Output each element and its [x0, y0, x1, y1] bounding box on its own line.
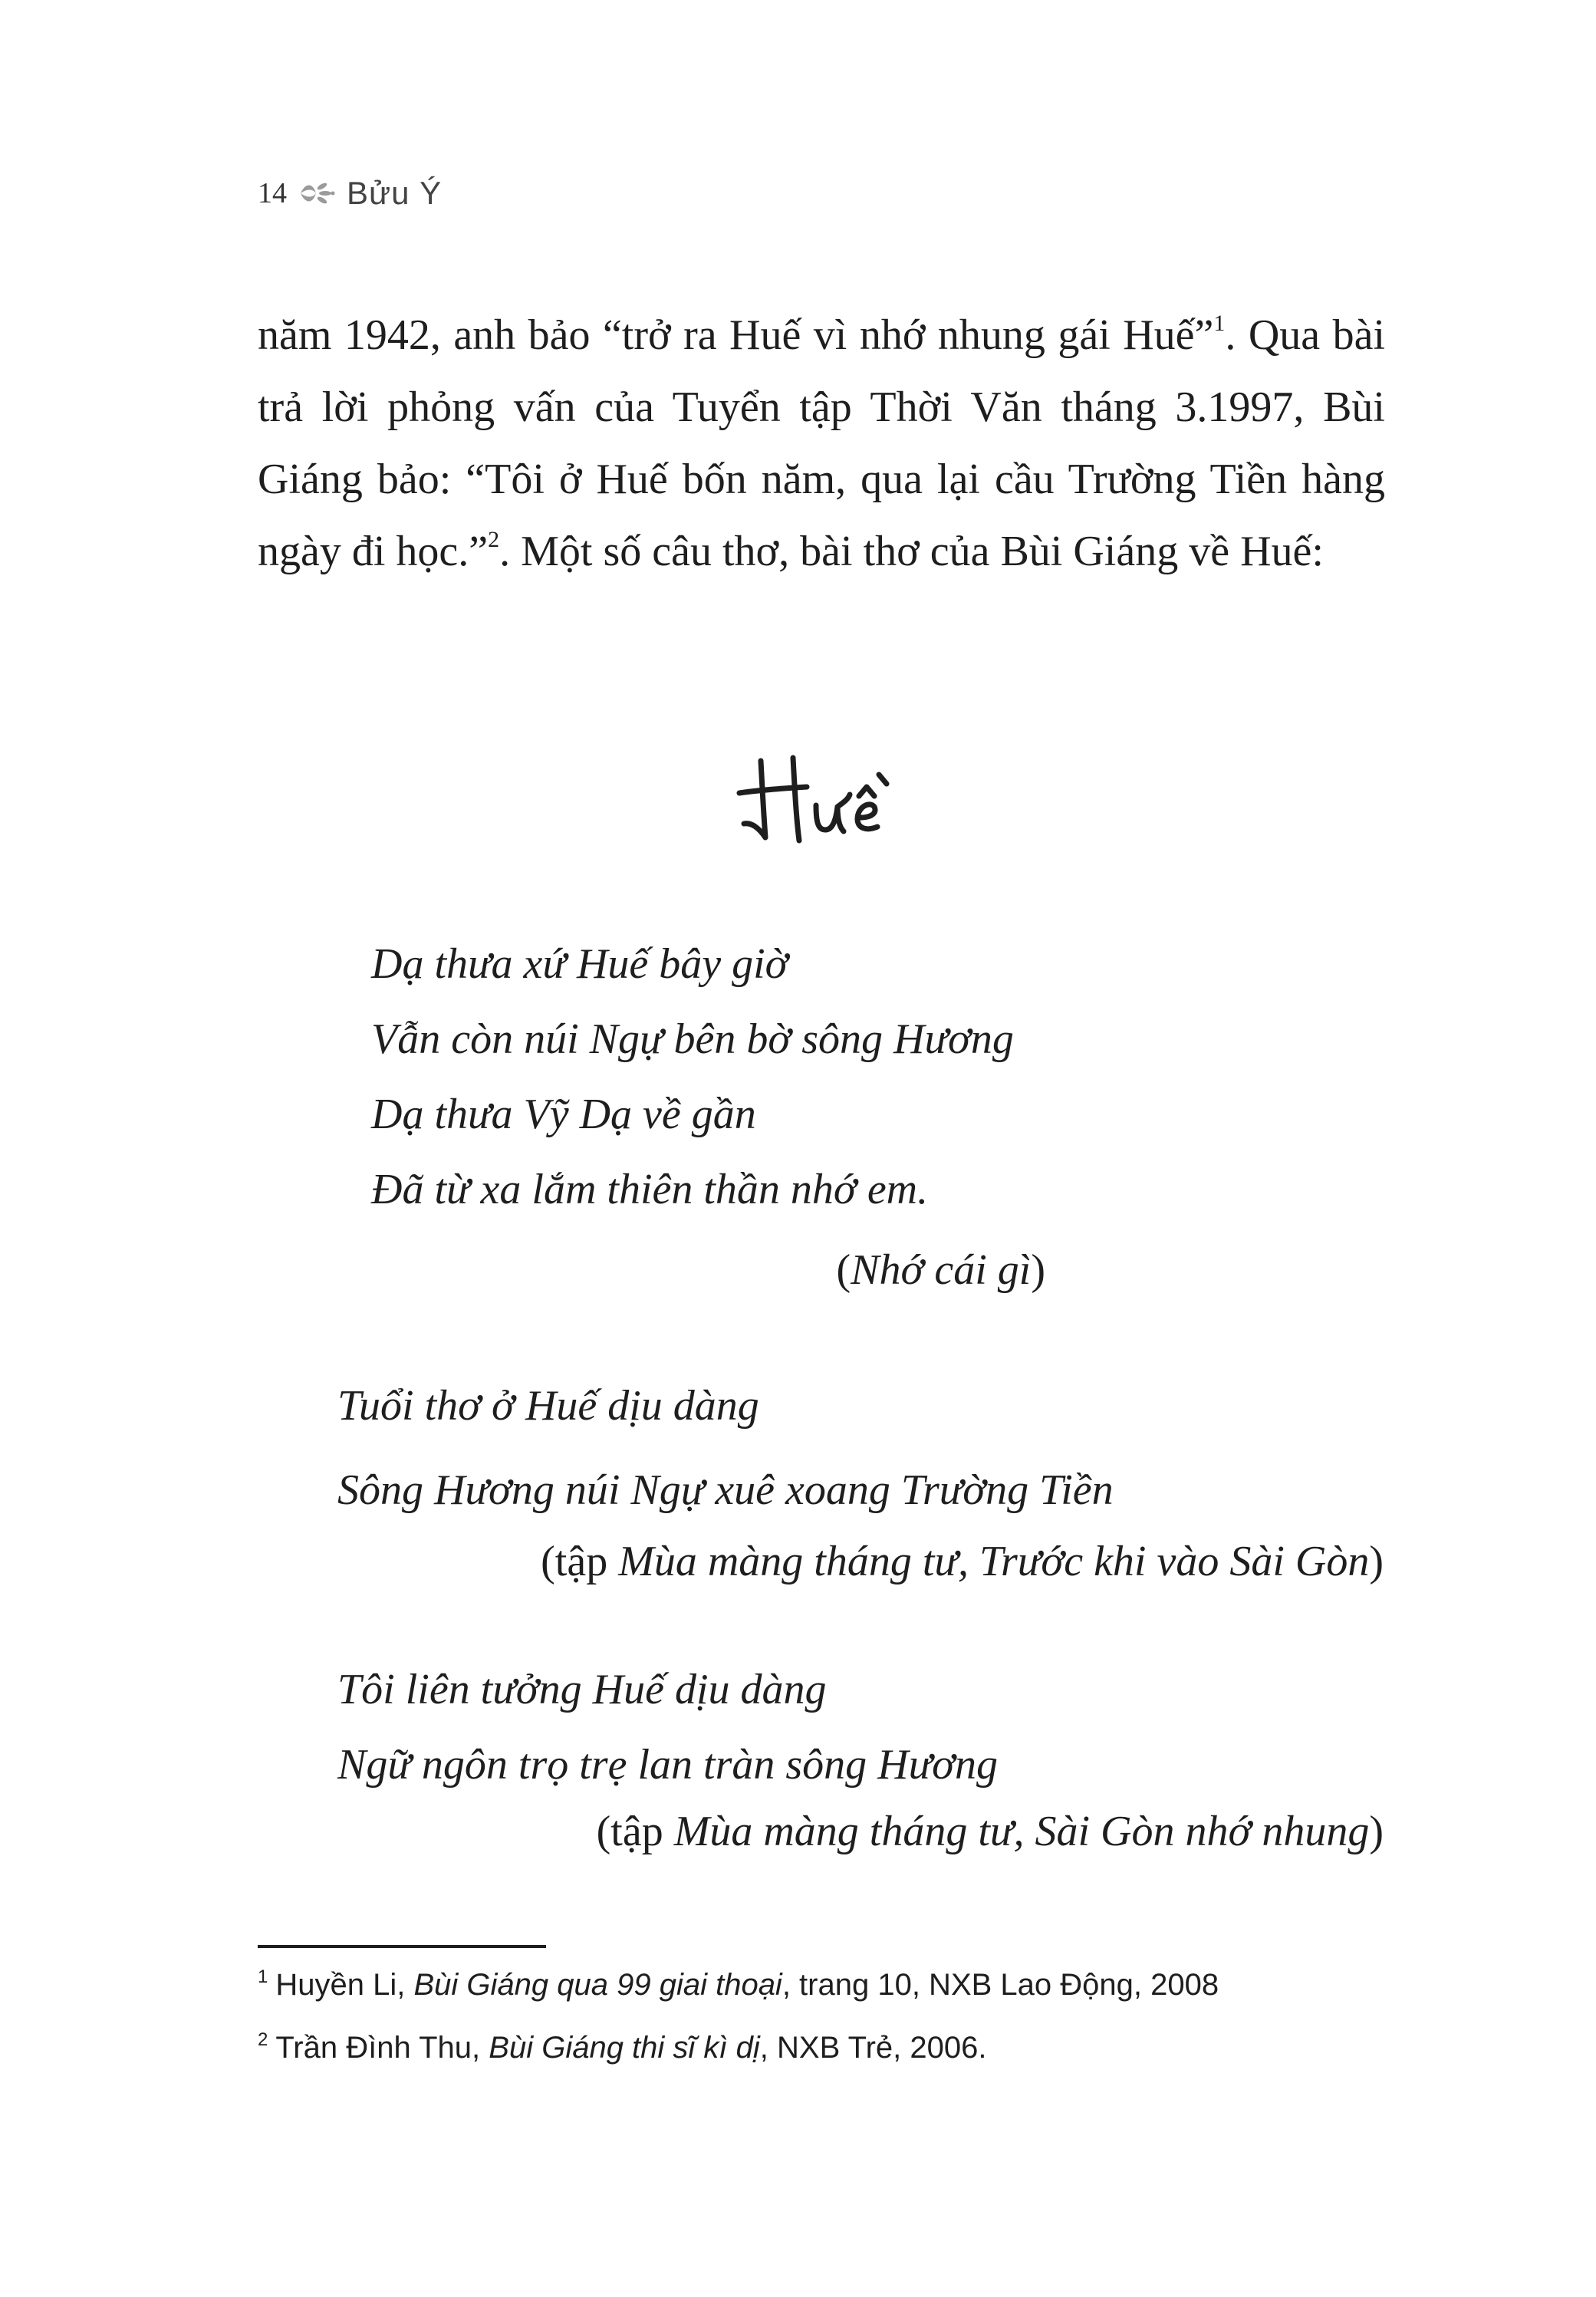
- book-author: Bửu Ý: [347, 175, 443, 211]
- poem-stanza: [337, 1364, 1114, 1532]
- poem-line: Vẫn còn núi Ngự bên bờ sông Hương: [371, 1015, 1014, 1063]
- poem-source: [597, 1807, 1384, 1856]
- footnote-number: 1: [258, 1966, 268, 1987]
- paragraph-text: . Một số câu thơ, bài thơ của Bùi Giáng về Huế:: [499, 528, 1324, 575]
- source-suffix: ): [1369, 1808, 1384, 1855]
- page-number: 14: [258, 177, 287, 209]
- footnote: [258, 1968, 1219, 2002]
- source-prefix: (tập: [596, 1808, 674, 1855]
- poem-line: Tôi liên tưởng Huế dịu dàng: [337, 1666, 827, 1713]
- footnote-author: Huyền Li,: [275, 1968, 414, 2002]
- handwritten-title-hue: [736, 744, 913, 851]
- poem-source: [541, 1537, 1384, 1586]
- source-title: Nhớ cái gì: [851, 1246, 1032, 1294]
- footnote-title: Bùi Giáng qua 99 giai thoại: [413, 1968, 782, 2002]
- flourish-icon: [298, 178, 337, 209]
- poem-line: Dạ thưa Vỹ Dạ về gần: [371, 1091, 756, 1138]
- footnote: [258, 2031, 986, 2065]
- poem-line: Tuổi thơ ở Huế dịu dàng: [337, 1382, 759, 1430]
- poem-line: Dạ thưa xứ Huế bây giờ: [371, 940, 788, 988]
- paragraph-text: . Qua bài trả lời phỏng vấn của Tuyển tập Thời Văn tháng 3.1997, Bùi Giáng bảo: “Tôi ở Huế bốn năm, qua lại cầu Trường Tiền hàng ngày đi học.”: [258, 311, 1385, 575]
- poem-source: [836, 1246, 1045, 1295]
- poem-stanza: [337, 1652, 998, 1802]
- footnote-ref[interactable]: 1: [1213, 311, 1226, 336]
- source-prefix: (tập: [541, 1538, 619, 1585]
- paragraph-text: năm 1942, anh bảo “trở ra Huế vì nhớ nhung gái Huế”: [258, 311, 1214, 359]
- poem-line: Sông Hương núi Ngự xuê xoang Trường Tiền: [337, 1466, 1114, 1514]
- section-title: [736, 744, 913, 851]
- poem-line: Đã từ xa lắm thiên thần nhớ em.: [371, 1166, 929, 1213]
- footnote-title: Bùi Giáng thi sĩ kì dị: [489, 2031, 760, 2065]
- footnote-details: , NXB Trẻ, 2006.: [759, 2031, 987, 2065]
- source-suffix: ): [1369, 1538, 1384, 1585]
- source-suffix: ): [1031, 1246, 1045, 1294]
- body-paragraph: [258, 299, 1385, 587]
- poem-line: Ngữ ngôn trọ trẹ lan tràn sông Hương: [337, 1741, 999, 1789]
- footnote-details: , trang 10, NXB Lao Động, 2008: [782, 1968, 1219, 2002]
- footnote-author: Trần Đình Thu,: [275, 2031, 489, 2065]
- footnote-ref[interactable]: 2: [488, 527, 500, 552]
- poem-stanza: [371, 926, 1014, 1227]
- footnote-number: 2: [258, 2029, 268, 2050]
- source-title: Mùa màng tháng tư, Sài Gòn nhớ nhung: [673, 1808, 1370, 1855]
- source-prefix: (: [836, 1246, 851, 1294]
- running-header: [258, 175, 442, 212]
- footnote-divider: [258, 1945, 546, 1948]
- source-title: Mùa màng tháng tư, Trước khi vào Sài Gòn: [618, 1538, 1370, 1585]
